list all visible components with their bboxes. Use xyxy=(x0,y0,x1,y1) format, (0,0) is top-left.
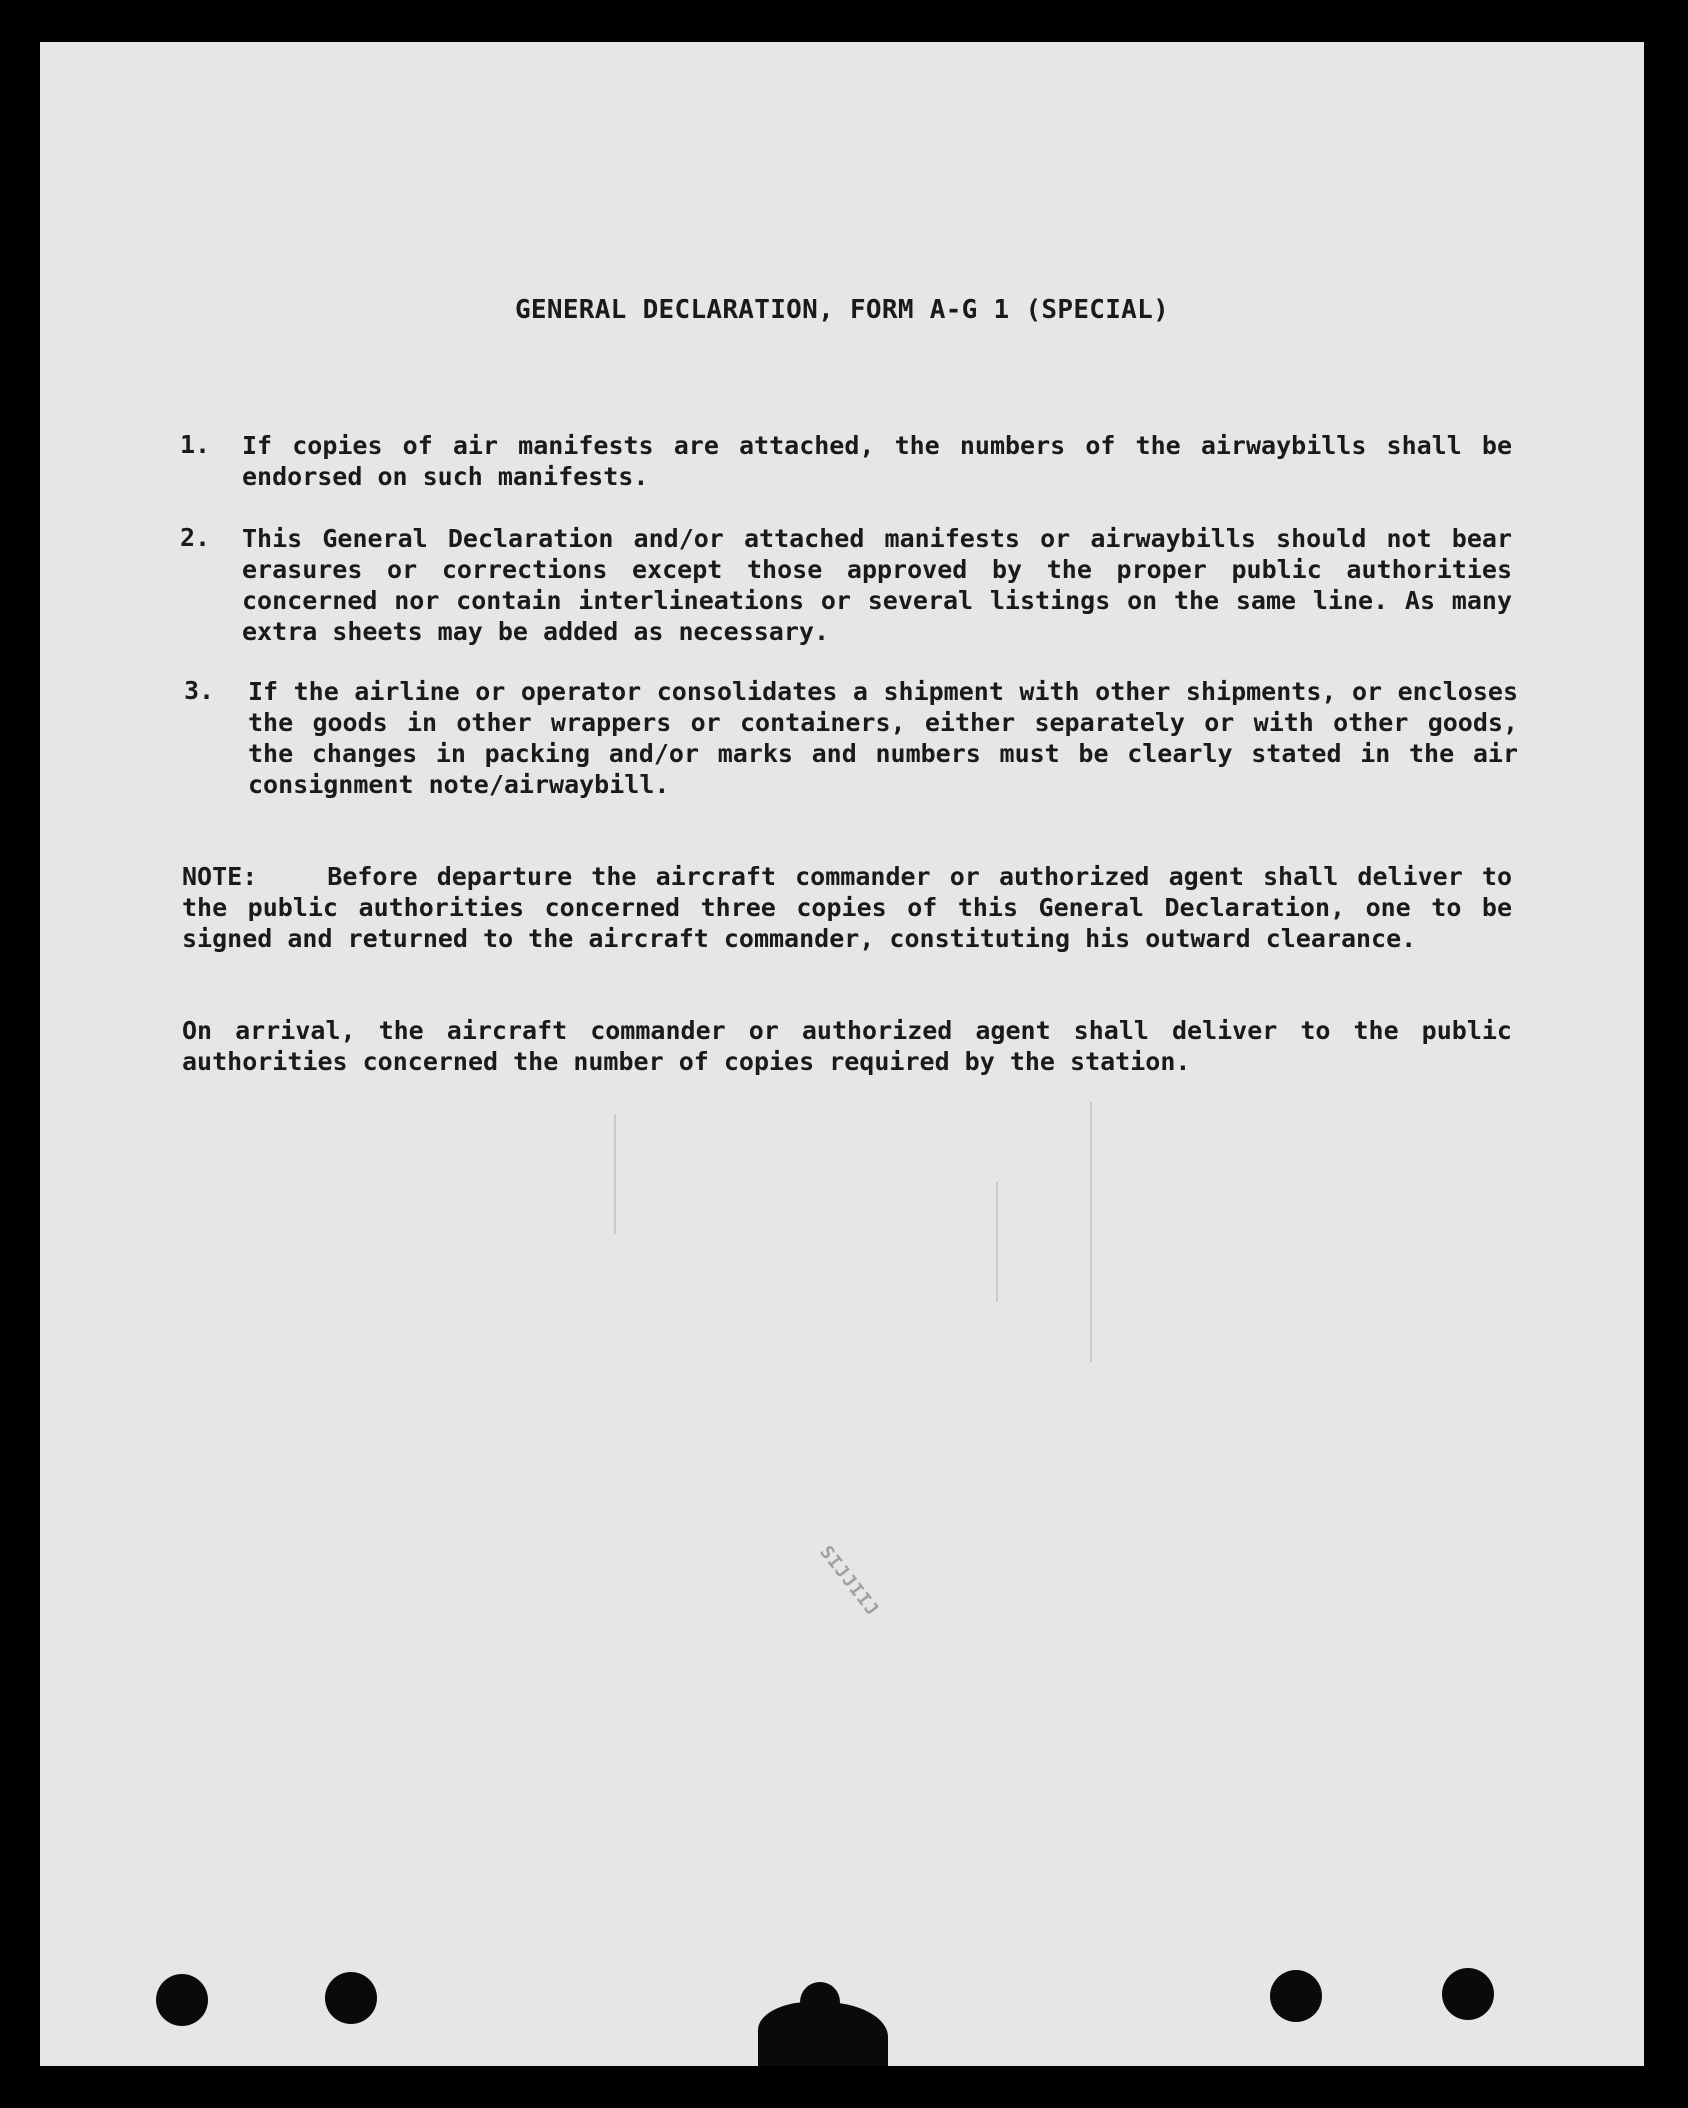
punch-hole xyxy=(1270,1970,1322,2022)
show-through-line xyxy=(1090,1102,1092,1362)
item-text: This General Declaration and/or attached manifests or airwaybills should not bear erasures or corrections except those approved by the proper public authorities concerned nor contain interlineations or several listings on the same line. As many extra sheets may be added as necessary. xyxy=(242,524,1512,646)
item-text: If copies of air manifests are attached, the numbers of the airwaybills shall be endorsed on such manifests. xyxy=(242,431,1512,491)
item-number: 1. xyxy=(180,430,211,459)
item-number: 3. xyxy=(184,676,215,705)
show-through-line xyxy=(996,1182,998,1302)
arrival-paragraph: On arrival, the aircraft commander or authorized agent shall deliver to the public authorities concerned the number of copies required by the station. xyxy=(182,1016,1512,1076)
show-through-line xyxy=(614,1114,616,1234)
torn-edge xyxy=(800,1982,840,2022)
document-page xyxy=(40,42,1644,2066)
faded-stamp: SIJJIIJ xyxy=(815,1542,884,1621)
item-number: 2. xyxy=(180,523,211,552)
note-text: Before departure the aircraft commander or authorized agent shall deliver to the public authorities concerned three copies of this General Declaration, one to be signed and returned to the aircraft commander, constituting his outward clearance. xyxy=(182,862,1512,953)
document-title: GENERAL DECLARATION, FORM A-G 1 (SPECIAL) xyxy=(514,295,1170,325)
note-label: NOTE: xyxy=(182,862,258,891)
punch-hole xyxy=(325,1972,377,2024)
punch-hole xyxy=(1442,1968,1494,2020)
punch-hole xyxy=(156,1974,208,2026)
item-text: If the airline or operator consolidates a shipment with other shipments, or encloses the goods in other wrappers or containers, either separately or with other goods, the changes in packing and/or marks and numbers must be clearly stated in the air consignment note/airwaybill. xyxy=(248,677,1518,799)
note-paragraph xyxy=(182,861,1512,954)
